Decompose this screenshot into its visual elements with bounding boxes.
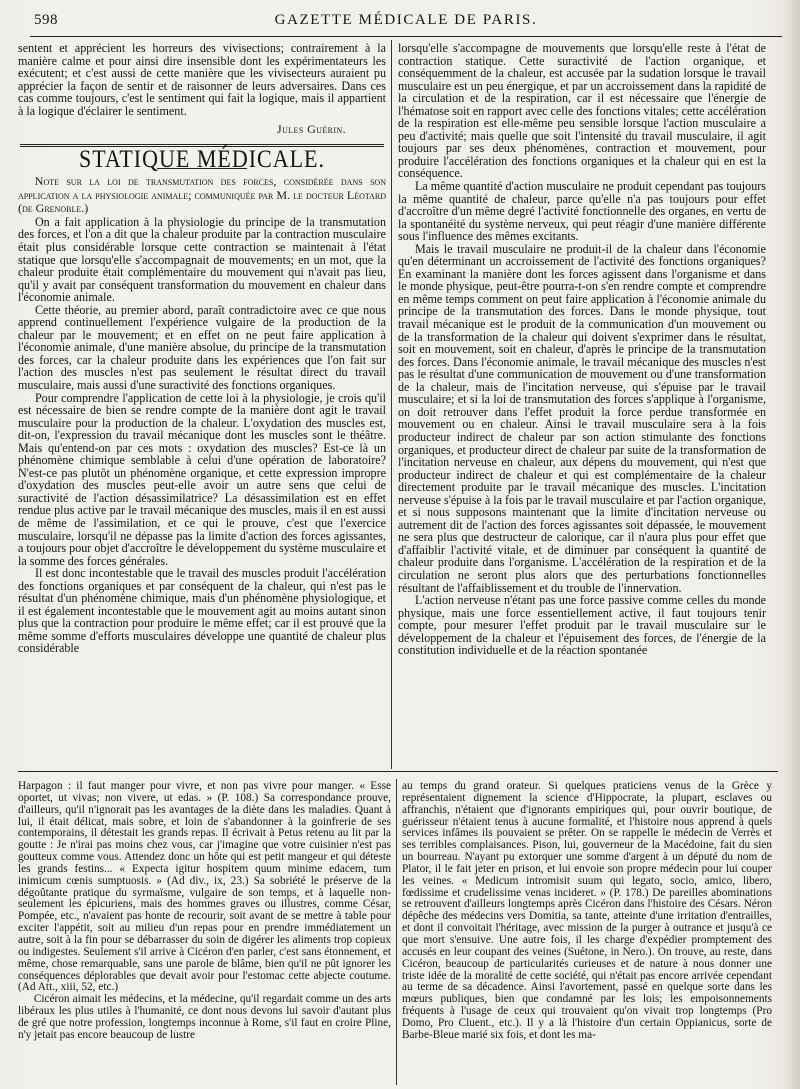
header-rule [30,36,782,37]
author-signature: Jules Guérin. [277,122,346,137]
upper-right-column [398,42,766,657]
paragraph: Mais le travail musculaire ne produit-il de la chaleur dans l'économie qu'en déterminant un accroissement de l'activité des fonctions organiques? En examinant la manière dont les forces agissent dans l'organisme et dans le monde physique, peut-être pourra-t-on s'en rendre compte et comprendre en même temps comment on peut faire application à l'économie animale du principe de la transmutation des forces. Dans le monde physique, tout travail mécanique est le produit de la communication d'un mouvement ou de la transformation de la chaleur qui doivent s'exprimer dans le résultat, soit en mouvement, soit en chaleur, d'après le principe de la transmutation des forces. Dans l'économie animale, le travail mécanique des muscles n'est pas le résultat d'une communication de mouvement ou d'une transformation de la chaleur, mais de l'incitation nerveuse, qui s'épuise par le travail musculaire; et si la loi de transmutation des forces s'applique à l'organisme, on doit retrouver dans l'effet produit la force perdue transformée en mouvement ou en chaleur. Ainsi le travail musculaire sera à la fois producteur indirect de chaleur par son action stimulante des fonctions organiques, et producteur direct de chaleur par suite de la transformation de l'incitation nerveuse en chaleur, aux dépens du mouvement, qui n'est que producteur indirect de chaleur et qui est complémentaire de la chaleur directement produite par le travail mécanique des muscles. L'incitation nerveuse s'épuise à la fois par le travail musculaire et par l'action organique, et si nous supposons maintenant que la limite d'incitation nerveuse ou autrement dit de l'action des forces agissantes soit dépassée, le mouvement ne sera plus que destructeur de calorique, car il n'aura plus pour effet que d'affaiblir l'activité vitale, et de diminuer par conséquent la quantité de chaleur produite dans l'organisme. L'accélération de la respiration et de la circulation ne seront plus alors que des perturbations fonctionnelles résultant de l'affaiblissement et du trouble de l'innervation. [398,241,766,595]
column-divider [391,40,392,769]
page-number: 598 [34,12,58,28]
upper-left-column [18,42,386,655]
paragraph: Cicéron aimait les médecins, et la médecine, qu'il regardait comme un des arts libéraux les plus utiles à l'humanité, ce dont nous devons lui savoir d'autant plus de gré que notre profession, longtemps inconnue à Rome, s'il faut en croire Pline, n'y jetait pas encore beaucoup de lustre [18,993,391,1041]
paragraph: La même quantité d'action musculaire ne produit cependant pas toujours la même quantité de chaleur, parce qu'elle n'a pas toujours pour effet d'accroître d'un même degré l'activité fonctionnelle des organes, en vertu de la spontanéité du système nerveux, qui peut réagir d'une manière différente sous l'influence des mêmes excitants. [398,179,766,244]
running-title: GAZETTE MÉDICALE DE PARIS. [274,12,538,28]
page-edge-shadow [786,0,800,1089]
lower-right-column [402,781,772,1042]
paragraph: Cette théorie, au premier abord, paraît contradictoire avec ce que nous apprend continuellement l'expérience vulgaire de la production de la chaleur par le mouvement; et en effet on ne peut faire application à l'économie animale, d'une manière absolue, du principe de la transmutation des forces, car la chaleur produite dans les expériences que l'on fait sur l'action des muscles n'est pas seulement le résultat direct du travail musculaire, mais aussi d'une suractivité des fonctions organiques. [18,302,386,392]
section-title: STATIQUE MÉDICALE. [79,143,325,173]
paragraph: Il est donc incontestable que le travail des muscles produit l'accélération des fonctions organiques et par conséquent de la chaleur, qui n'est pas le résultat d'un phénomène chimique, mais d'un phénomène physiologique, et il est également incontestable que le mouvement agit au moins autant sinon plus que la contraction pour produire le même effet; car il est prouvé que la même somme d'efforts musculaires développe une quantité de chaleur plus considérable [18,566,386,656]
paragraph: L'action nerveuse n'étant pas une force passive comme celles du monde physique, mais une force essentiellement active, il faut toujours tenir compte, pour mesurer l'effet produit par le travail musculaire sur le développement de la chaleur et l'épuisement des forces, de l'énergie de la constitution individuelle et de la réaction spontanée [398,593,766,658]
intro-paragraph: sentent et apprécient les horreurs des vivisections; contrairement à la manière calme et pour ainsi dire insensible dont les expérimentateurs les exécutent; et c'est aussi de cette manière que les vivisecteurs auraient pu apprécier la façon de sentir et de raisonner de leurs adversaires. Dans ces cas comme toujours, c'est le sentiment qui fait la logique, mais il appartient à la logique d'éclairer le sentiment. [18,41,386,118]
paragraph: lorsqu'elle s'accompagne de mouvements que lorsqu'elle reste à l'état de contraction statique. Cette suractivité de l'action organique, et conséquemment de la chaleur, est accusée par la sudation lorsque le travail musculaire est un peu énergique, et par un accroissement dans la rapidité de la circulation et de la respiration, car il est nécessaire que l'énergie de l'hématose soit en rapport avec celle des fonctions vitales; cette accélération de la respiration est elle-même peu sensible lorsque l'action musculaire a peu d'activité; mais quelle que soit l'intensité du travail musculaire, il agit toujours par ses deux phénomènes, contraction et mouvement, pour produire l'accélération des fonctions organiques et la chaleur qui en est la conséquence. [398,41,766,181]
feuilleton-rule [18,771,778,772]
paragraph: On a fait application à la physiologie du principe de la transmutation des forces, et l'on a dit que la chaleur produite par la contraction musculaire était plus considérable lorsque cette contraction se maintenait à l'état statique que lorsqu'elle s'accompagnait de mouvements; en un mot, que la chaleur produite était complémentaire du mouvement qui n'avait pas lieu, qu'il y avait par conséquent transformation du mouvement en chaleur dans l'économie animale. [18,214,386,305]
article-note: Note sur la loi de transmutation des forces, considérée dans son application a la physiologie animale; communiquée par M. le docteur Léotard (de Grenoble.) [18,174,386,216]
lower-left-column [18,781,391,1042]
paragraph: au temps du grand orateur. Si quelques praticiens venus de la Grèce y représentaient dignement la science d'Hippocrate, la plupart, esclaves ou affranchis, n'étaient que d'ignorants empiriques qui, pour ouvrir boutique, de guérisseur n'étaient tenus à aucune formalité, et l'histoire nous apprend à quels services infâmes ils pouvaient se prêter. On se rappelle le médecin de Verrès et ses terribles complaisances. Pison, lui, gouverneur de la Macédoine, fait du sien un bourreau. N'ayant pu extorquer une somme d'argent à un député du nom de Plator, il le fait jeter en prison, et lui envoie son propre médecin pour lui couper les veines. « Medicum intromisit suum qui legato, socio, amico, libero, fœdissime et crudelissime venas incideret. » (P. 178.) De pareilles abominations se retrouvent d'ailleurs longtemps après Cicéron dans l'histoire des Césars. Néron dépêche des médecins vers Domitia, sa tante, atteinte d'une irritation d'entrailles, et dont il convoitait l'héritage, avec mission de la purger à outrance et jusqu'à ce que mort s'ensuive. Une autre fois, il les charge d'expédier promptement des accusés en leur coupant des veines (Suétone, in Nero.). On trouve, au reste, dans Cicéron, beaucoup de particularités curieuses et de nature à nous donner une triste idée de la moralité de cette société, qui n'était pas encore arrivée cependant au terme de sa décadence. Ainsi l'avortement, passé en quelque sorte dans les mœurs publiques, bien que condamné par les lois; les empoisonnements fréquents à l'usage de ceux qui trouvaient qu'on vivait trop longtemps (Pro Domo, Pro Cluent., etc.). Il y a là l'histoire d'un certain Oppianicus, sorte de Barbe-Bleue marié six fois, et dont les ma- [402,780,772,1041]
paragraph: Harpagon : il faut manger pour vivre, et non pas vivre pour manger. « Esse oportet, ut vivas; non vivere, ut edas. » (P. 108.) Sa correspondance prouve, d'ailleurs, qu'il n'ignorait pas les avantages de la diète dans les maladies. Quant à lui, il était délicat, mais sobre, et loin de s'abandonner à la goinfrerie de ses contemporains, il détestait les grands repas. Il écrivait à Petus retenu au lit par la goutte : Je n'irai pas moins chez vous, car j'imagine que votre cuisinier n'est pas goutteux comme vous. Attendez donc un hôte qui est petit mangeur et qui déteste les grands festins... « Expecta igitur hospitem quum minime edacem, tum inimicum cœnis sumptuosis. » (Ad div., ix, 23.) Sa sobriété le préserve de la dégoûtante pratique du syrmaïsme, vulgaire de son temps, et à laquelle non-seulement les épicuriens, mais des hommes graves ou illustres, comme César, Pompée, etc., n'avaient pas honte de recourir, soit avant de se mettre à table pour exciter l'appétit, soit au milieu d'un repas pour en prendre immédiatement un autre, soit à la fin pour se débarrasser du soin de digérer les aliments trop copieux ou indigestes. Seulement s'il arrive à Cicéron d'en parler, c'est sans étonnement, et même, chose remarquable, sans une parole de blâme, bien qu'il ne pût ignorer les conséquences déplorables que devait avoir pour l'estomac cette abjecte coutume. (Ad Att., xiii, 52, etc.) [18,780,391,994]
paragraph: Pour comprendre l'application de cette loi à la physiologie, je crois qu'il est nécessaire de bien se rendre compte de la manière dont agit le travail musculaire pour la production de la chaleur. L'oxydation des muscles est, dit-on, l'expression du travail mécanique dont les muscles sont le théâtre. Mais qu'entend-on par ces mots : oxydation des muscles? Est-ce là un phénomène chimique semblable à celui d'une opération de laboratoire? N'est-ce pas plutôt un phénomène organique, et cette expression impropre d'oxydation des muscles peut-elle avoir un autre sens que celui de suractivité de l'action désassimilatrice? La désassimilation est en effet rendue plus active par le travail mécanique des muscles, mais il en est aussi de même de l'assimilation, et ce qui le prouve, c'est que l'exercice musculaire, lorsqu'il ne dépasse pas la limite d'action des forces agissantes, a toujours pour objet d'accroître le développement du système musculaire et la somme des forces générales. [18,390,386,568]
column-divider [396,779,397,1085]
page-header [30,12,782,34]
